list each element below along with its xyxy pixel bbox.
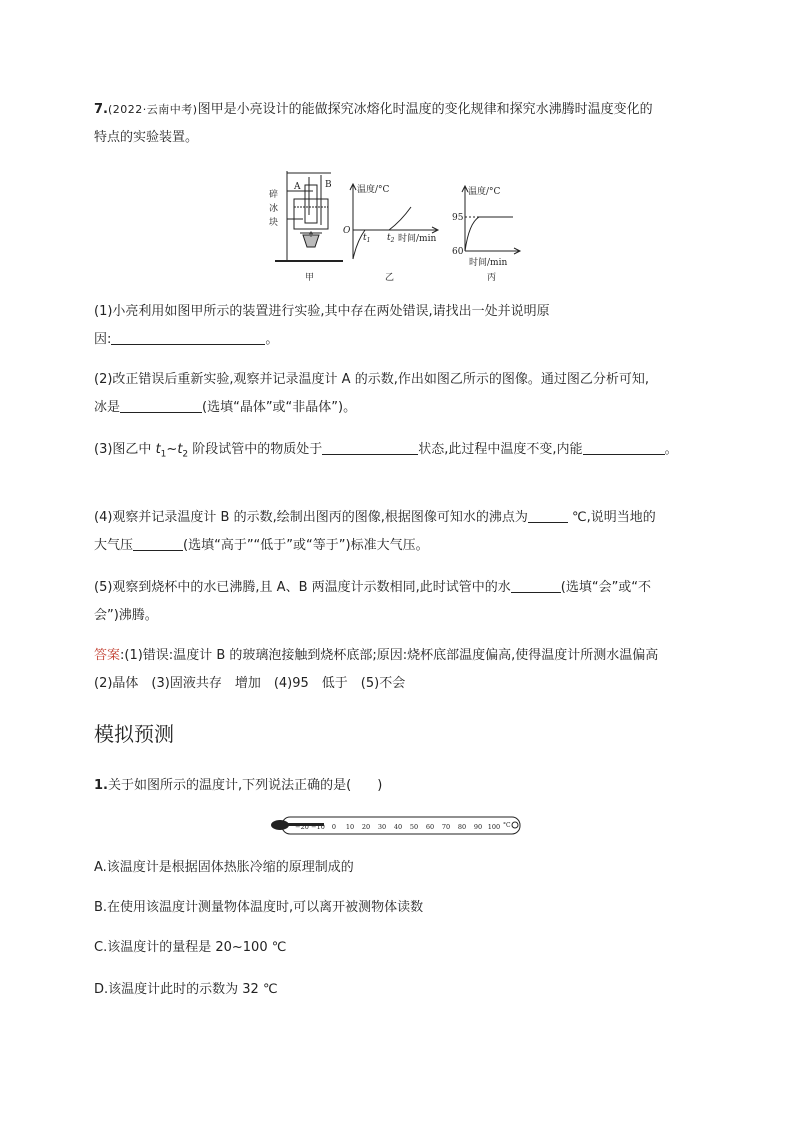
q7-part5-suffix: (选填“会”或“不 bbox=[560, 580, 652, 595]
thermometer-tick-label: 100 bbox=[487, 823, 501, 831]
q7-answer-line1 bbox=[94, 646, 658, 666]
q7-part4-pressure-blank[interactable] bbox=[133, 536, 183, 551]
figure-jia-label-b: B bbox=[325, 180, 332, 190]
q7-answer-line2: (2)晶体 (3)固液共存 增加 (4)95 低于 (5)不会 bbox=[94, 676, 406, 691]
q7-part4-prefix2: 大气压 bbox=[94, 538, 134, 553]
q7-part2-answer-blank[interactable] bbox=[120, 398, 202, 413]
q7-part3-suffix: 。 bbox=[664, 442, 678, 457]
figure-bing-caption: 丙 bbox=[487, 273, 497, 283]
q1-stem-text: 关于如图所示的温度计,下列说法正确的是( ) bbox=[107, 778, 383, 793]
q7-part3-sub1: 1 bbox=[160, 449, 167, 460]
q7-figure bbox=[265, 163, 535, 285]
thermometer-figure bbox=[268, 815, 526, 837]
thermometer-unit: °C bbox=[503, 822, 511, 829]
thermometer-tick-label: 90 bbox=[473, 823, 483, 831]
q7-part1-suffix: 。 bbox=[265, 332, 279, 347]
figure-bing-tick-60: 60 bbox=[452, 247, 464, 257]
figure-yi-curve bbox=[353, 207, 411, 259]
section-title: 模拟预测 bbox=[94, 722, 174, 746]
figure-jia-apparatus bbox=[275, 171, 343, 261]
q7-part4-suffix2: (选填“高于”“低于”或“等于”)标准大气压。 bbox=[183, 538, 429, 553]
q7-part1-answer-blank[interactable] bbox=[111, 330, 265, 345]
thermometer-tick-label: 30 bbox=[377, 823, 387, 831]
q7-part5-prefix: (5)观察到烧杯中的水已沸腾,且 A、B 两温度计示数相同,此时试管中的水 bbox=[94, 580, 511, 595]
q7-part3-state-blank[interactable] bbox=[322, 440, 418, 455]
thermometer-tick-label: 80 bbox=[457, 823, 467, 831]
thermometer-tick-label: 20 bbox=[361, 823, 371, 831]
thermometer-tick-label: 0 bbox=[331, 823, 337, 831]
q1-option-d[interactable]: D.该温度计此时的示数为 32 ℃ bbox=[94, 982, 278, 997]
q1-stem bbox=[94, 776, 382, 796]
thermometer-tick-label: 70 bbox=[441, 823, 451, 831]
figure-jia-caption: 甲 bbox=[305, 273, 315, 283]
q7-part3-sub2: 2 bbox=[182, 449, 189, 460]
q7-part3-prefix: (3)图乙中 bbox=[94, 442, 156, 457]
figure-yi-ylabel: 温度/°C bbox=[357, 185, 390, 195]
q7-part3-t1: t bbox=[155, 442, 161, 457]
q7-stem-text1: 图甲是小亮设计的能做探究冰熔化时温度的变化规律和探究水沸腾时温度变化的 bbox=[197, 102, 653, 117]
q7-part2-prefix: 冰是 bbox=[94, 400, 121, 415]
figure-yi-t1: $t_1$ bbox=[363, 233, 371, 244]
q7-part3-energy-blank[interactable] bbox=[583, 440, 665, 455]
figure-jia-label-a: A bbox=[294, 182, 301, 192]
figure-yi-origin: O bbox=[343, 226, 351, 236]
figure-yi-xlabel: 时间/min bbox=[398, 234, 437, 244]
figure-jia-ice-char3: 块 bbox=[269, 218, 279, 228]
q7-number: 7. bbox=[94, 102, 108, 117]
figure-jia-ice-char1: 碎 bbox=[269, 190, 279, 200]
q7-part3-mid2: 状态,此过程中温度不变,内能 bbox=[418, 442, 583, 457]
figure-bing-tick-95: 95 bbox=[452, 213, 464, 223]
q7-part2-line1: (2)改正错误后重新实验,观察并记录温度计 A 的示数,作出如图乙所示的图像。通过图乙分析可知, bbox=[94, 372, 649, 387]
q7-part4-line2 bbox=[94, 536, 429, 556]
figure-bing-curve bbox=[465, 217, 513, 251]
q7-part4-prefix: (4)观察并记录温度计 B 的示数,绘制出图丙的图像,根据图像可知水的沸点为 bbox=[94, 510, 528, 525]
thermometer-tick-label: 60 bbox=[425, 823, 435, 831]
q7-part2-suffix: (选填“晶体”或“非晶体”)。 bbox=[202, 400, 357, 415]
q7-part3-line bbox=[94, 440, 678, 465]
thermometer-tick-label: −10 bbox=[311, 823, 325, 831]
q1-option-b[interactable]: B.在使用该温度计测量物体温度时,可以离开被测物体读数 bbox=[94, 900, 424, 915]
q1-option-c[interactable]: C.该温度计的量程是 20~100 ℃ bbox=[94, 940, 287, 955]
thermometer-tick-label: 10 bbox=[345, 823, 355, 831]
q7-part4-line1 bbox=[94, 508, 656, 528]
thermometer-tick-label: 40 bbox=[393, 823, 403, 831]
figure-yi-t2: $t_2$ bbox=[387, 233, 395, 244]
q7-part3-dash: ~ bbox=[166, 442, 178, 457]
q7-part5-answer-blank[interactable] bbox=[511, 578, 561, 593]
thermometer-tick-label: −20 bbox=[295, 823, 309, 831]
q7-source: (2022·云南中考) bbox=[107, 103, 198, 116]
answer-label: 答案 bbox=[94, 648, 121, 663]
q7-part5-line1 bbox=[94, 578, 651, 598]
q7-part2-line2 bbox=[94, 398, 356, 418]
answer-text1: :(1)错误:温度计 B 的玻璃泡接触到烧杯底部;原因:烧杯底部温度偏高,使得温度计所测水温偏高 bbox=[120, 648, 659, 663]
q1-option-a[interactable]: A.该温度计是根据固体热胀冷缩的原理制成的 bbox=[94, 860, 354, 875]
q7-part4-boiling-blank[interactable] bbox=[528, 508, 568, 523]
q7-part5-line2: 会”)沸腾。 bbox=[94, 608, 158, 623]
q7-part1-line1: (1)小亮利用如图甲所示的装置进行实验,其中存在两处错误,请找出一处并说明原 bbox=[94, 304, 550, 319]
q7-stem-line2: 特点的实验装置。 bbox=[94, 130, 199, 145]
q7-part3-t2: t bbox=[177, 442, 183, 457]
figure-bing-xlabel: 时间/min bbox=[469, 258, 508, 268]
q7-part3-mid: 阶段试管中的物质处于 bbox=[188, 442, 323, 457]
figure-jia-ice-char2: 冰 bbox=[269, 204, 279, 214]
figure-bing-ylabel: 温度/°C bbox=[468, 187, 501, 197]
q7-part1-prefix: 因: bbox=[94, 332, 112, 347]
figure-yi-caption: 乙 bbox=[385, 273, 395, 283]
q7-part1-line2 bbox=[94, 330, 278, 350]
thermometer-tick-label: 50 bbox=[409, 823, 419, 831]
q7-part4-suffix1: ℃,说明当地的 bbox=[567, 510, 656, 525]
q7-stem-line1 bbox=[94, 100, 653, 120]
q1-number: 1. bbox=[94, 778, 108, 793]
figure-yi-axes bbox=[350, 184, 438, 259]
